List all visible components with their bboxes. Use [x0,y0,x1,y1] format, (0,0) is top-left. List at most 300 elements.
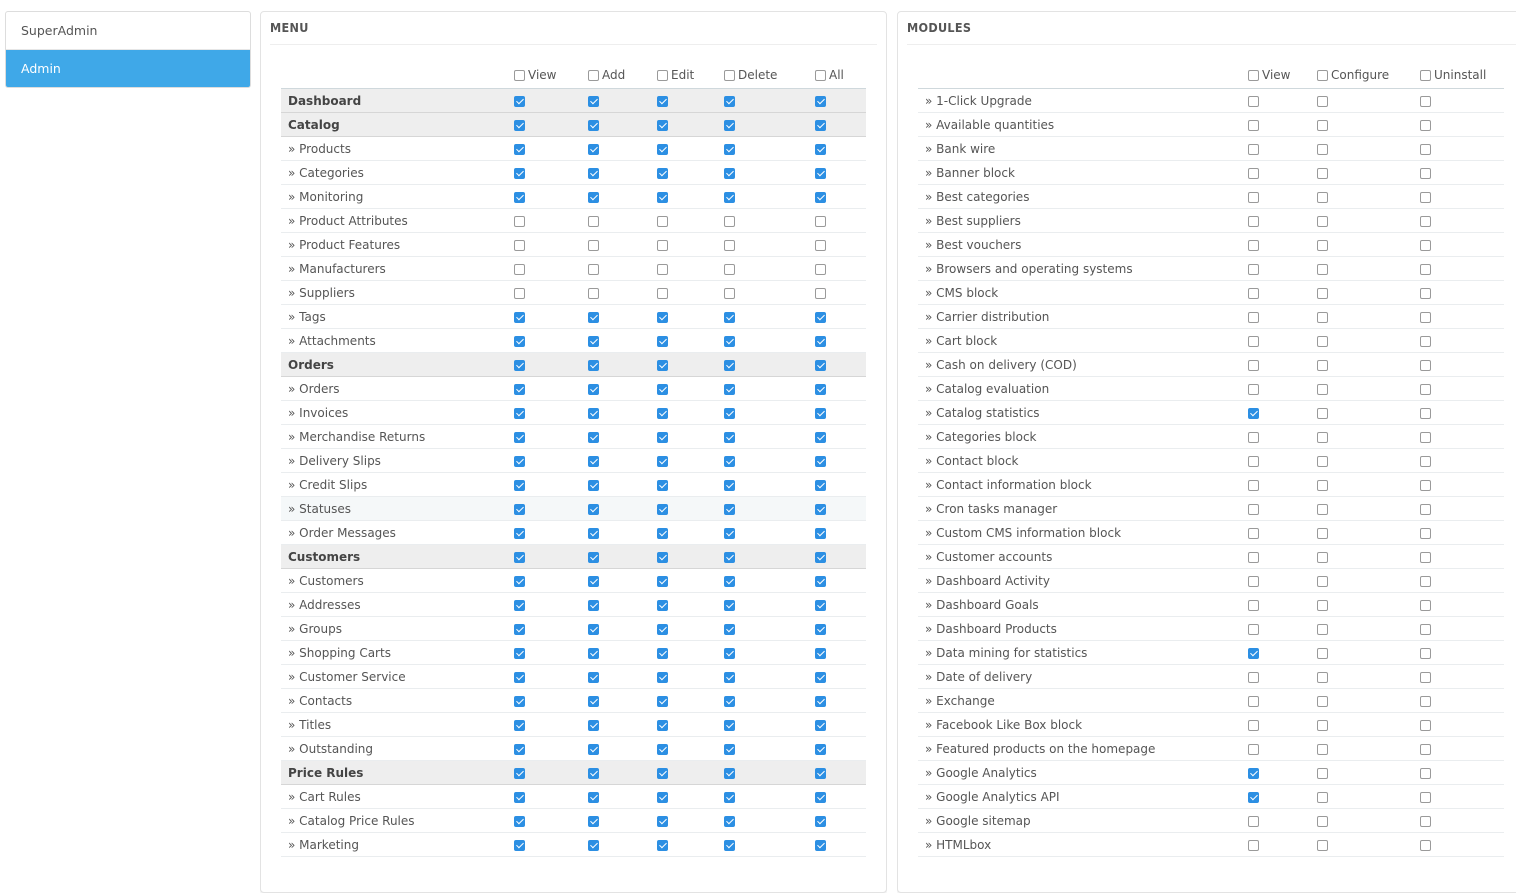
menu-all-checkbox[interactable] [815,120,826,131]
menu-view-checkbox[interactable] [514,744,525,755]
modules-cell-uninstall [1414,593,1504,617]
menu-edit-checkbox[interactable] [657,240,668,251]
menu-view-checkbox[interactable] [514,552,525,563]
modules-uninstall-checkbox[interactable] [1420,192,1431,203]
menu-delete-checkbox[interactable] [724,720,735,731]
modules-configure-checkbox[interactable] [1317,168,1328,179]
menu-add-checkbox[interactable] [588,120,599,131]
menu-all-checkbox[interactable] [815,240,826,251]
menu-edit-checkbox[interactable] [657,672,668,683]
menu-cell-delete [718,497,807,521]
menu-view-checkbox[interactable] [514,648,525,659]
modules-uninstall-checkbox[interactable] [1420,288,1431,299]
modules-uninstall-checkbox[interactable] [1420,168,1431,179]
modules-configure-checkbox[interactable] [1317,624,1328,635]
modules-configure-checkbox[interactable] [1317,456,1328,467]
modules-uninstall-checkbox[interactable] [1420,360,1431,371]
menu-all-checkbox[interactable] [815,528,826,539]
menu-add-checkbox[interactable] [588,744,599,755]
modules-view-checkbox[interactable] [1248,744,1259,755]
menu-add-checkbox[interactable] [588,360,599,371]
modules-configure-checkbox[interactable] [1317,552,1328,563]
modules-configure-checkbox[interactable] [1317,720,1328,731]
modules-uninstall-checkbox[interactable] [1420,240,1431,251]
modules-configure-checkbox[interactable] [1317,312,1328,323]
table-row [918,713,1504,737]
menu-edit-checkbox[interactable] [657,552,668,563]
menu-view-checkbox[interactable] [514,240,525,251]
modules-view-checkbox[interactable] [1248,504,1259,515]
menu-add-checkbox[interactable] [588,168,599,179]
modules-uninstall-checkbox[interactable] [1420,432,1431,443]
modules-configure-checkbox[interactable] [1317,672,1328,683]
menu-delete-checkbox[interactable] [724,360,735,371]
menu-delete-checkbox[interactable] [724,192,735,203]
modules-uninstall-checkbox[interactable] [1420,96,1431,107]
menu-edit-checkbox[interactable] [657,696,668,707]
modules-view-checkbox[interactable] [1248,456,1259,467]
menu-all-checkbox[interactable] [815,360,826,371]
modules-view-checkbox[interactable] [1248,360,1259,371]
menu-add-checkbox[interactable] [588,288,599,299]
modules-uninstall-checkbox[interactable] [1420,336,1431,347]
menu-edit-checkbox[interactable] [657,504,668,515]
menu-all-checkbox[interactable] [815,312,826,323]
modules-configure-all-checkbox[interactable] [1317,70,1328,81]
menu-all-checkbox[interactable] [815,192,826,203]
menu-all-checkbox[interactable] [815,792,826,803]
modules-configure-checkbox[interactable] [1317,240,1328,251]
menu-delete-checkbox[interactable] [724,792,735,803]
menu-edit-checkbox[interactable] [657,816,668,827]
menu-delete-checkbox[interactable] [724,840,735,851]
menu-view-checkbox[interactable] [514,360,525,371]
menu-all-all-toggle[interactable] [815,68,844,82]
modules-view-checkbox[interactable] [1248,144,1259,155]
menu-delete-checkbox[interactable] [724,768,735,779]
menu-view-checkbox[interactable] [514,168,525,179]
modules-view-checkbox[interactable] [1248,792,1259,803]
modules-configure-checkbox[interactable] [1317,744,1328,755]
profile-item-admin[interactable]: Admin [6,50,250,87]
menu-view-checkbox[interactable] [514,792,525,803]
menu-view-checkbox[interactable] [514,600,525,611]
menu-delete-all-toggle[interactable] [724,68,777,82]
menu-delete-checkbox[interactable] [724,216,735,227]
menu-add-checkbox[interactable] [588,816,599,827]
modules-cell-configure [1310,281,1414,305]
menu-all-checkbox[interactable] [815,768,826,779]
menu-add-all-toggle[interactable] [588,68,625,82]
modules-cell-configure [1310,425,1414,449]
menu-view-checkbox[interactable] [514,384,525,395]
modules-row-label: » Featured products on the homepage [918,737,1241,761]
modules-uninstall-checkbox[interactable] [1420,144,1431,155]
menu-add-checkbox[interactable] [588,216,599,227]
menu-edit-checkbox[interactable] [657,648,668,659]
menu-view-checkbox[interactable] [514,456,525,467]
modules-uninstall-checkbox[interactable] [1420,624,1431,635]
menu-view-checkbox[interactable] [514,120,525,131]
menu-all-checkbox[interactable] [815,552,826,563]
menu-all-checkbox[interactable] [815,456,826,467]
menu-edit-checkbox[interactable] [657,360,668,371]
menu-edit-checkbox[interactable] [657,744,668,755]
menu-view-all-checkbox[interactable] [514,70,525,81]
menu-delete-checkbox[interactable] [724,336,735,347]
menu-permissions-table [281,64,866,857]
menu-delete-checkbox[interactable] [724,408,735,419]
menu-add-checkbox[interactable] [588,504,599,515]
modules-configure-checkbox[interactable] [1317,696,1328,707]
menu-edit-checkbox[interactable] [657,768,668,779]
menu-cell-delete [718,305,807,329]
modules-configure-checkbox[interactable] [1317,264,1328,275]
modules-configure-checkbox[interactable] [1317,96,1328,107]
menu-delete-checkbox[interactable] [724,528,735,539]
menu-view-all-toggle[interactable] [514,68,556,82]
modules-uninstall-checkbox[interactable] [1420,768,1431,779]
modules-row-label: » Google Analytics [918,761,1241,785]
menu-view-checkbox[interactable] [514,696,525,707]
menu-view-checkbox[interactable] [514,504,525,515]
modules-view-checkbox[interactable] [1248,120,1259,131]
menu-all-all-checkbox[interactable] [815,70,826,81]
modules-cell-view [1241,329,1310,353]
modules-view-checkbox[interactable] [1248,624,1259,635]
modules-uninstall-checkbox[interactable] [1420,792,1431,803]
menu-view-checkbox[interactable] [514,840,525,851]
menu-all-checkbox[interactable] [815,696,826,707]
menu-all-checkbox[interactable] [815,336,826,347]
menu-delete-checkbox[interactable] [724,504,735,515]
menu-view-checkbox[interactable] [514,624,525,635]
menu-edit-checkbox[interactable] [657,624,668,635]
menu-delete-checkbox[interactable] [724,168,735,179]
menu-edit-checkbox[interactable] [657,168,668,179]
menu-delete-checkbox[interactable] [724,312,735,323]
modules-configure-checkbox[interactable] [1317,360,1328,371]
menu-add-all-checkbox[interactable] [588,70,599,81]
modules-uninstall-checkbox[interactable] [1420,408,1431,419]
modules-uninstall-checkbox[interactable] [1420,600,1431,611]
modules-uninstall-checkbox[interactable] [1420,528,1431,539]
menu-all-checkbox[interactable] [815,648,826,659]
menu-add-checkbox[interactable] [588,456,599,467]
menu-view-checkbox[interactable] [514,432,525,443]
menu-edit-checkbox[interactable] [657,312,668,323]
menu-view-checkbox[interactable] [514,192,525,203]
menu-view-checkbox[interactable] [514,216,525,227]
menu-all-checkbox[interactable] [815,744,826,755]
menu-add-checkbox[interactable] [588,264,599,275]
modules-configure-checkbox[interactable] [1317,576,1328,587]
modules-view-checkbox[interactable] [1248,552,1259,563]
menu-delete-checkbox[interactable] [724,120,735,131]
menu-edit-checkbox[interactable] [657,432,668,443]
modules-configure-checkbox[interactable] [1317,384,1328,395]
menu-edit-checkbox[interactable] [657,840,668,851]
modules-configure-checkbox[interactable] [1317,432,1328,443]
table-row [281,425,866,449]
menu-cell-edit [650,89,718,113]
modules-configure-checkbox[interactable] [1317,288,1328,299]
menu-edit-checkbox[interactable] [657,384,668,395]
menu-edit-checkbox[interactable] [657,576,668,587]
modules-configure-all-toggle[interactable] [1317,68,1389,82]
menu-add-checkbox[interactable] [588,624,599,635]
menu-add-checkbox[interactable] [588,312,599,323]
menu-edit-all-toggle[interactable] [657,68,694,82]
table-row [918,569,1504,593]
modules-configure-checkbox[interactable] [1317,192,1328,203]
menu-all-checkbox[interactable] [815,840,826,851]
modules-view-all-checkbox[interactable] [1248,70,1259,81]
menu-delete-checkbox[interactable] [724,624,735,635]
menu-add-checkbox[interactable] [588,144,599,155]
menu-add-checkbox[interactable] [588,408,599,419]
modules-uninstall-checkbox[interactable] [1420,744,1431,755]
menu-delete-checkbox[interactable] [724,264,735,275]
modules-cell-configure [1310,665,1414,689]
modules-uninstall-checkbox[interactable] [1420,840,1431,851]
menu-edit-checkbox[interactable] [657,600,668,611]
menu-edit-checkbox[interactable] [657,456,668,467]
menu-delete-checkbox[interactable] [724,696,735,707]
menu-edit-checkbox[interactable] [657,528,668,539]
modules-uninstall-checkbox[interactable] [1420,648,1431,659]
modules-view-checkbox[interactable] [1248,288,1259,299]
menu-cell-edit [650,329,718,353]
modules-view-checkbox[interactable] [1248,264,1259,275]
menu-all-checkbox[interactable] [815,96,826,107]
modules-view-checkbox[interactable] [1248,840,1259,851]
modules-view-checkbox[interactable] [1248,96,1259,107]
menu-add-checkbox[interactable] [588,336,599,347]
menu-add-checkbox[interactable] [588,384,599,395]
menu-all-checkbox[interactable] [815,168,826,179]
menu-add-checkbox[interactable] [588,192,599,203]
menu-delete-checkbox[interactable] [724,456,735,467]
menu-delete-checkbox[interactable] [724,432,735,443]
modules-configure-checkbox[interactable] [1317,408,1328,419]
menu-all-checkbox[interactable] [815,816,826,827]
menu-all-checkbox[interactable] [815,600,826,611]
menu-view-checkbox[interactable] [514,96,525,107]
menu-all-checkbox[interactable] [815,624,826,635]
modules-uninstall-checkbox[interactable] [1420,384,1431,395]
menu-add-checkbox[interactable] [588,696,599,707]
modules-configure-checkbox[interactable] [1317,336,1328,347]
menu-all-checkbox[interactable] [815,408,826,419]
menu-view-checkbox[interactable] [514,672,525,683]
modules-configure-checkbox[interactable] [1317,816,1328,827]
menu-add-checkbox[interactable] [588,600,599,611]
modules-configure-checkbox[interactable] [1317,144,1328,155]
menu-edit-checkbox[interactable] [657,144,668,155]
menu-edit-checkbox[interactable] [657,264,668,275]
modules-view-checkbox[interactable] [1248,336,1259,347]
modules-configure-checkbox[interactable] [1317,768,1328,779]
modules-configure-checkbox[interactable] [1317,120,1328,131]
menu-delete-checkbox[interactable] [724,288,735,299]
menu-edit-checkbox[interactable] [657,216,668,227]
modules-view-checkbox[interactable] [1248,528,1259,539]
menu-add-checkbox[interactable] [588,672,599,683]
menu-edit-all-checkbox[interactable] [657,70,668,81]
menu-all-checkbox[interactable] [815,432,826,443]
menu-view-checkbox[interactable] [514,720,525,731]
menu-all-checkbox[interactable] [815,576,826,587]
modules-view-checkbox[interactable] [1248,192,1259,203]
modules-view-checkbox[interactable] [1248,312,1259,323]
modules-uninstall-checkbox[interactable] [1420,552,1431,563]
menu-delete-checkbox[interactable] [724,384,735,395]
modules-view-checkbox[interactable] [1248,480,1259,491]
menu-view-checkbox[interactable] [514,288,525,299]
modules-view-checkbox[interactable] [1248,408,1259,419]
modules-view-checkbox[interactable] [1248,648,1259,659]
menu-edit-checkbox[interactable] [657,792,668,803]
modules-uninstall-checkbox[interactable] [1420,696,1431,707]
menu-all-checkbox[interactable] [815,288,826,299]
menu-all-checkbox[interactable] [815,384,826,395]
menu-delete-checkbox[interactable] [724,96,735,107]
modules-view-checkbox[interactable] [1248,216,1259,227]
menu-all-checkbox[interactable] [815,216,826,227]
menu-view-checkbox[interactable] [514,312,525,323]
menu-delete-checkbox[interactable] [724,600,735,611]
modules-view-checkbox[interactable] [1248,768,1259,779]
menu-delete-checkbox[interactable] [724,480,735,491]
modules-view-checkbox[interactable] [1248,600,1259,611]
modules-configure-checkbox[interactable] [1317,600,1328,611]
menu-all-checkbox[interactable] [815,264,826,275]
menu-add-checkbox[interactable] [588,768,599,779]
modules-uninstall-checkbox[interactable] [1420,312,1431,323]
menu-cell-all [807,641,866,665]
menu-view-checkbox[interactable] [514,408,525,419]
menu-delete-checkbox[interactable] [724,672,735,683]
menu-edit-checkbox[interactable] [657,480,668,491]
modules-uninstall-checkbox[interactable] [1420,120,1431,131]
menu-delete-checkbox[interactable] [724,576,735,587]
menu-add-checkbox[interactable] [588,552,599,563]
modules-configure-checkbox[interactable] [1317,504,1328,515]
menu-all-checkbox[interactable] [815,144,826,155]
modules-uninstall-checkbox[interactable] [1420,576,1431,587]
menu-row-label: » Catalog Price Rules [281,809,507,833]
menu-view-checkbox[interactable] [514,480,525,491]
menu-delete-all-checkbox[interactable] [724,70,735,81]
menu-delete-checkbox[interactable] [724,240,735,251]
modules-configure-checkbox[interactable] [1317,840,1328,851]
menu-view-checkbox[interactable] [514,528,525,539]
menu-all-checkbox[interactable] [815,480,826,491]
menu-add-checkbox[interactable] [588,840,599,851]
menu-add-checkbox[interactable] [588,576,599,587]
menu-add-checkbox[interactable] [588,720,599,731]
menu-add-checkbox[interactable] [588,240,599,251]
modules-view-checkbox[interactable] [1248,816,1259,827]
modules-configure-checkbox[interactable] [1317,216,1328,227]
menu-view-checkbox[interactable] [514,264,525,275]
menu-row-label: » Product Features [281,233,507,257]
menu-all-checkbox[interactable] [815,672,826,683]
menu-view-checkbox[interactable] [514,336,525,347]
modules-uninstall-checkbox[interactable] [1420,264,1431,275]
menu-delete-checkbox[interactable] [724,648,735,659]
modules-configure-checkbox[interactable] [1317,648,1328,659]
modules-uninstall-checkbox[interactable] [1420,456,1431,467]
menu-delete-checkbox[interactable] [724,144,735,155]
table-row [281,353,866,377]
menu-view-checkbox[interactable] [514,144,525,155]
table-row [918,401,1504,425]
menu-edit-checkbox[interactable] [657,408,668,419]
menu-add-checkbox[interactable] [588,96,599,107]
menu-edit-checkbox[interactable] [657,336,668,347]
modules-view-all-toggle[interactable] [1248,68,1290,82]
menu-view-checkbox[interactable] [514,576,525,587]
modules-uninstall-all-toggle[interactable] [1420,68,1486,82]
menu-add-checkbox[interactable] [588,528,599,539]
modules-uninstall-checkbox[interactable] [1420,720,1431,731]
menu-delete-checkbox[interactable] [724,816,735,827]
modules-uninstall-checkbox[interactable] [1420,504,1431,515]
modules-uninstall-checkbox[interactable] [1420,480,1431,491]
modules-configure-checkbox[interactable] [1317,480,1328,491]
menu-all-checkbox[interactable] [815,504,826,515]
menu-view-checkbox[interactable] [514,816,525,827]
menu-edit-checkbox[interactable] [657,288,668,299]
menu-view-checkbox[interactable] [514,768,525,779]
menu-cell-delete [718,353,807,377]
menu-edit-checkbox[interactable] [657,120,668,131]
menu-delete-checkbox[interactable] [724,744,735,755]
profile-item-superadmin[interactable]: SuperAdmin [6,12,250,50]
menu-add-checkbox[interactable] [588,480,599,491]
menu-edit-checkbox[interactable] [657,720,668,731]
modules-row-label: » Cash on delivery (COD) [918,353,1241,377]
menu-cell-all [807,473,866,497]
modules-row-label: » Cron tasks manager [918,497,1241,521]
modules-view-checkbox[interactable] [1248,168,1259,179]
modules-uninstall-checkbox[interactable] [1420,672,1431,683]
menu-all-checkbox[interactable] [815,720,826,731]
modules-uninstall-all-checkbox[interactable] [1420,70,1431,81]
modules-configure-checkbox[interactable] [1317,528,1328,539]
modules-uninstall-checkbox[interactable] [1420,816,1431,827]
modules-view-checkbox[interactable] [1248,672,1259,683]
menu-delete-checkbox[interactable] [724,552,735,563]
menu-edit-checkbox[interactable] [657,96,668,107]
modules-view-checkbox[interactable] [1248,432,1259,443]
menu-cell-edit [650,161,718,185]
modules-uninstall-checkbox[interactable] [1420,216,1431,227]
modules-view-checkbox[interactable] [1248,240,1259,251]
modules-view-checkbox[interactable] [1248,384,1259,395]
modules-view-checkbox[interactable] [1248,576,1259,587]
modules-view-checkbox[interactable] [1248,720,1259,731]
menu-add-checkbox[interactable] [588,432,599,443]
menu-cell-delete [718,617,807,641]
menu-edit-checkbox[interactable] [657,192,668,203]
modules-view-checkbox[interactable] [1248,696,1259,707]
menu-add-checkbox[interactable] [588,792,599,803]
modules-configure-checkbox[interactable] [1317,792,1328,803]
menu-add-checkbox[interactable] [588,648,599,659]
